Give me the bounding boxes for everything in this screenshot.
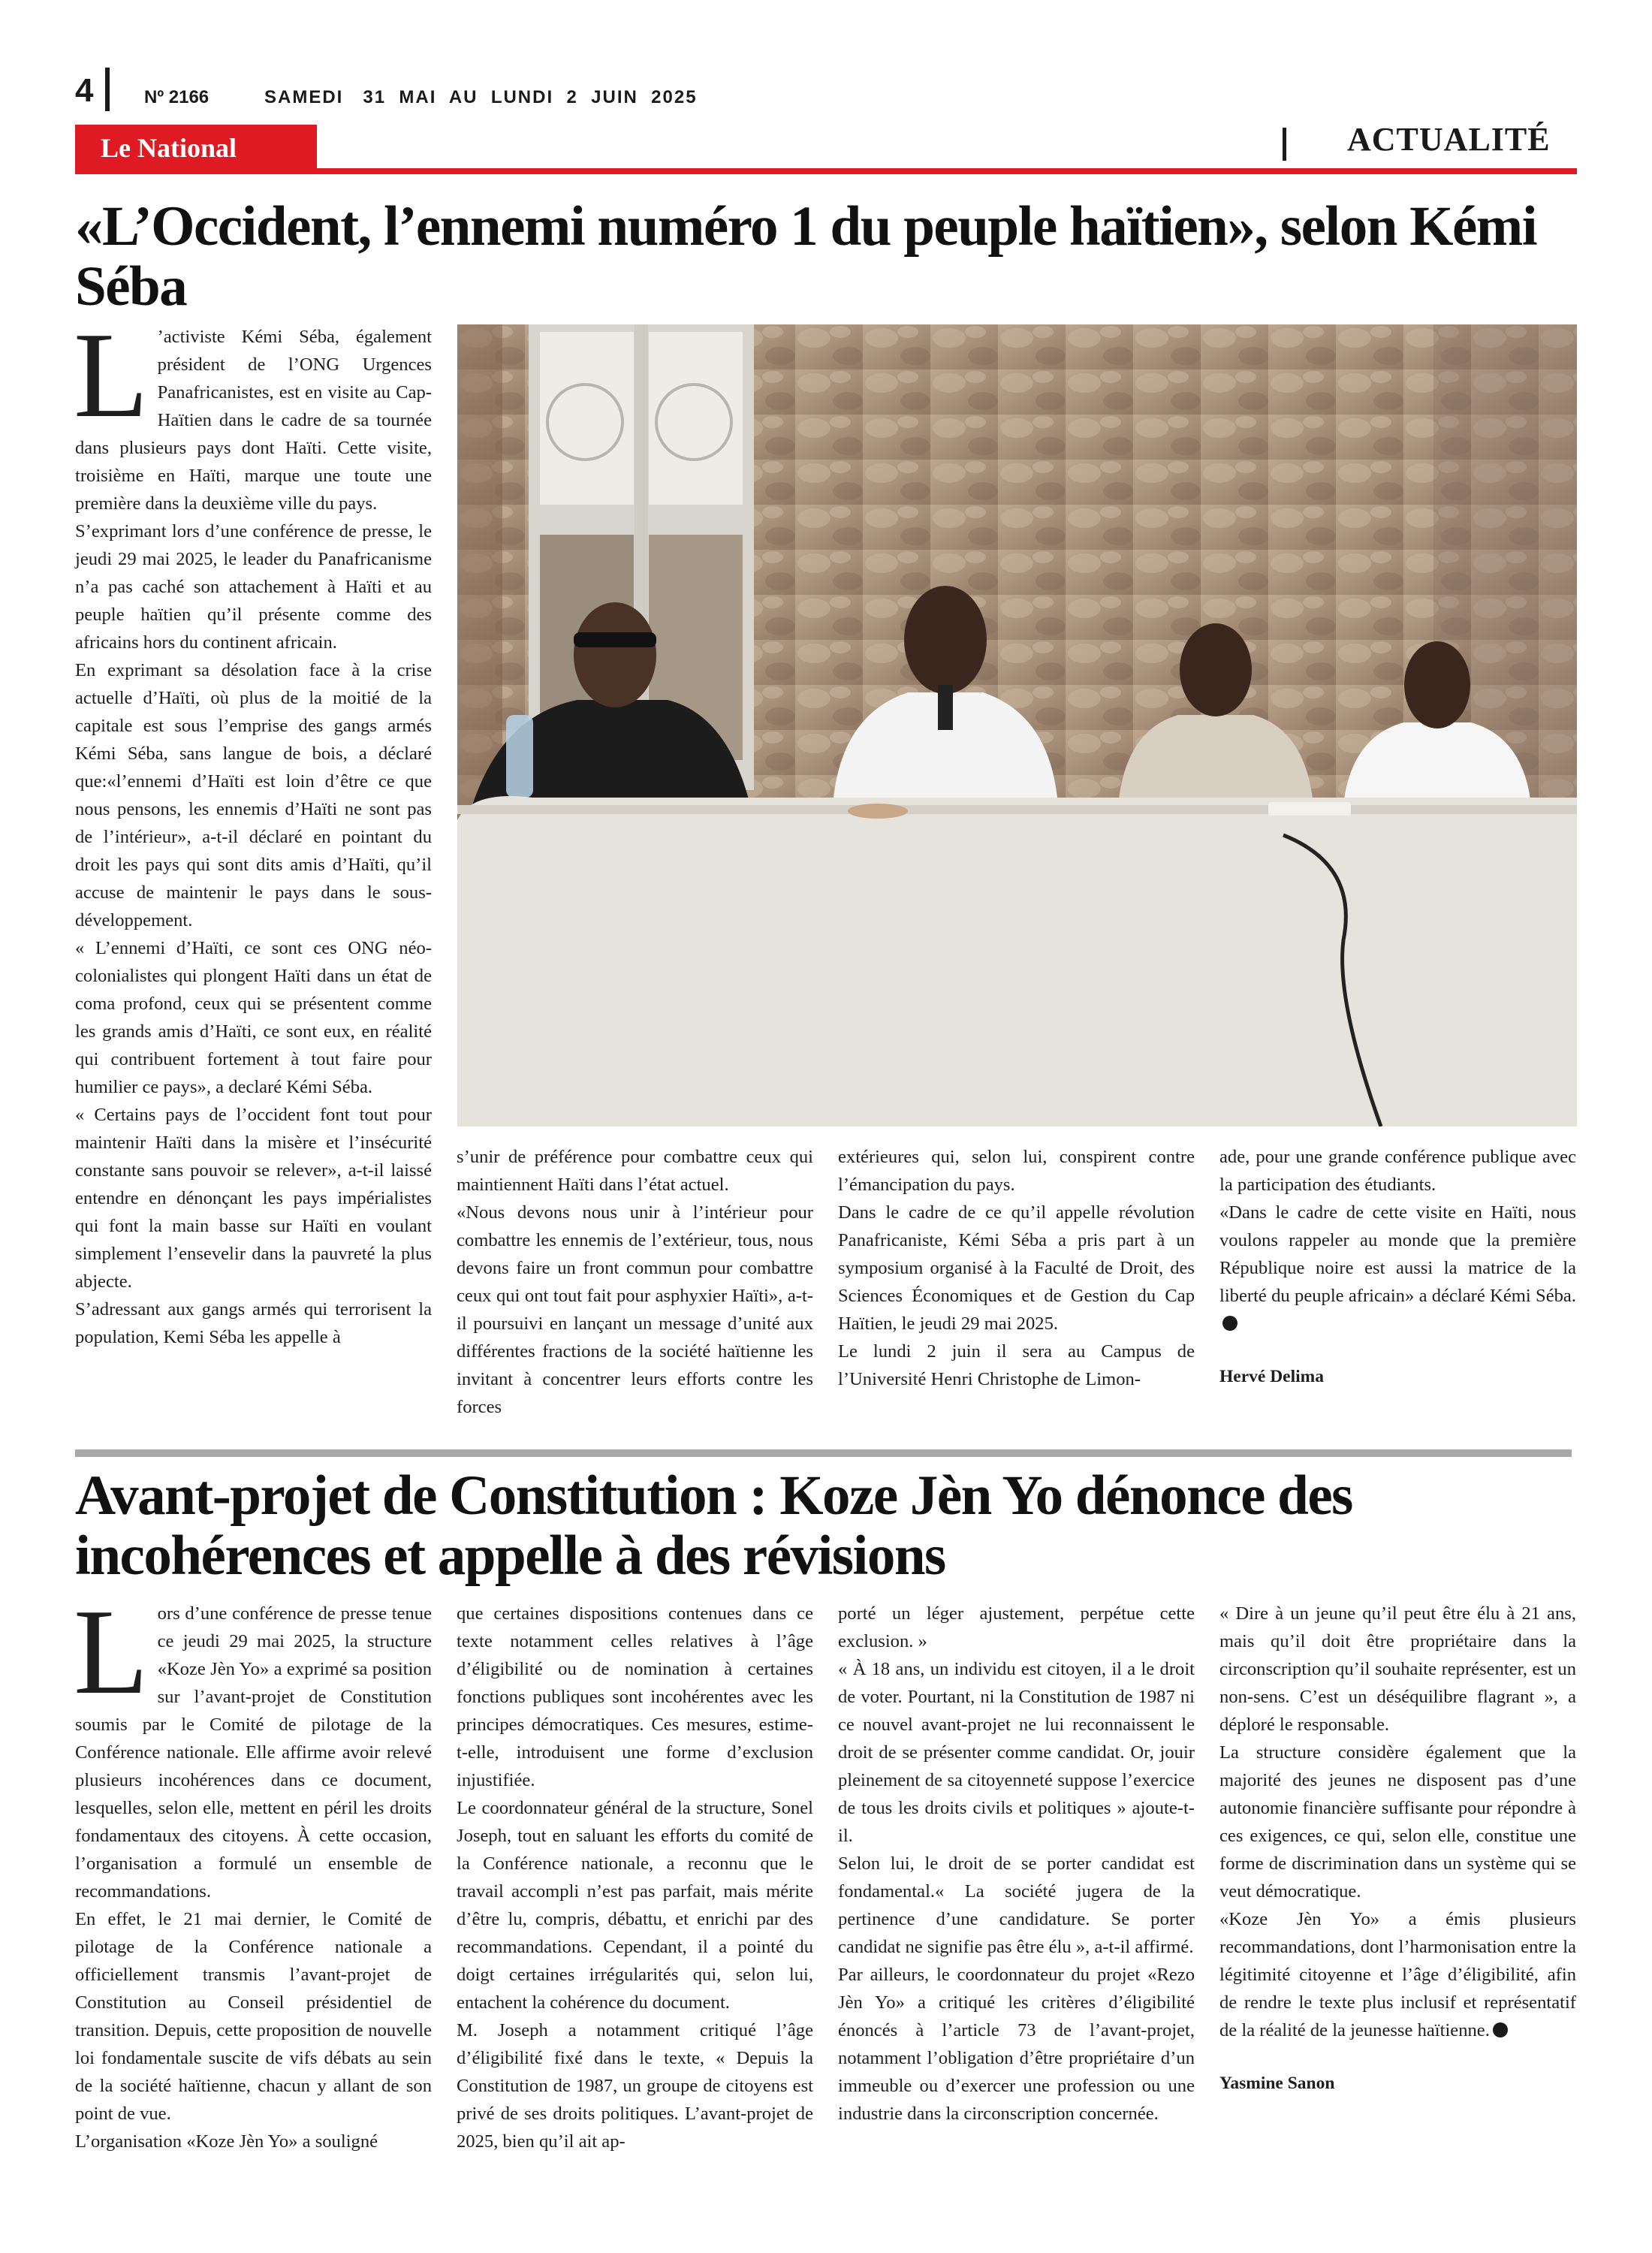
paragraph: En exprimant sa désolation face à la crise actuelle d’Haïti, où plus de la moitié de la capitale est sous l’emprise des gangs armés Kémi Séba, sans langue de bois, a déclaré que:«l’ennemi d’Haïti est loin d’être ce que nous pensons, les ennemis d’Haïti ne sont pas de l’intérieur», a-t-il déclaré en pointant du droit les pays qui sont dits amis d’Haïti, qu’il accuse de maintenir le pays dans le sous-développement. (75, 660, 432, 930)
paragraph: Dans le cadre de ce qu’il appelle révolution Panafricaniste, Kémi Séba a pris part à un symposium organisé à la Faculté de Droit, des Sciences Économiques et de Gestion du Cap Haïtien, le jeudi 29 mai 2025. (838, 1202, 1195, 1334)
paragraph: extérieures qui, selon lui, conspirent contre l’émancipation du pays. (838, 1147, 1195, 1195)
paragraph-text: «Koze Jèn Yo» a émis plusieurs recommandations, dont l’harmonisation entre la légitimité citoyenne et l’âge d’éligibilité, afin de rendre le texte plus inclusif et représentatif de la réalité de la jeunesse haïtienne. (1219, 1909, 1576, 2040)
end-mark-icon (1493, 2022, 1508, 2037)
paragraph: S’exprimant lors d’une conférence de presse, le jeudi 29 mai 2025, le leader du Panafricanisme n’a pas caché son attachement à Haïti et au peuple haïtien qu’il présente comme des africains hors du continent africain. (75, 521, 432, 653)
paragraph: que certaines dispositions contenues dans ce texte notamment celles relatives à l’âge d’éligibilité ou de nomination à certaines fonctions publiques sont incohérentes avec les principes démocratiques. Ces mesures, estime-t-elle, introduisent une forme d’exclusion injustifiée. (457, 1603, 813, 1790)
paragraph: Le coordonnateur général de la structure, Sonel Joseph, tout en saluant les efforts du comité de la Conférence nationale, a reconnu que le travail accompli n’est pas parfait, mais mérite d’être lu, compris, débattu, et enrichi par des recommandations. Cependant, il a pointé du doigt certaines irrégularités qui, selon lui, entachent la cohérence du document. (457, 1798, 813, 2013)
article1-column-3 (838, 1143, 1195, 1393)
article1-column-1 (74, 308, 432, 1351)
article2-column-3 (838, 1600, 1195, 2128)
paragraph: ’activiste Kémi Séba, également président de l’ONG Urgences Panafricanistes, est en visite au Cap-Haïtien dans le cadre de sa tournée dans plusieurs pays dont Haïti. Cette visite, troisième en Haïti, marque une toute une première dans la deuxième ville du pays. (75, 327, 432, 514)
paragraph (1219, 1199, 1576, 1338)
paragraph: ors d’une conférence de presse tenue ce jeudi 29 mai 2025, la structure «Koze Jèn Yo» a exprimé sa position sur l’avant-projet de Constitution soumis par le Comité de pilotage de la Conférence nationale. Elle affirme avoir relevé plusieurs incohérences dans ce document, lesquelles, selon elle, mettent en péril les droits fondamentaux des citoyens. À cette occasion, l’organisation a formulé un ensemble de recommandations. (75, 1603, 432, 1902)
end-mark-icon (1222, 1316, 1237, 1331)
paragraph (1219, 1905, 1576, 2044)
article-separator (75, 1449, 1572, 1457)
paragraph: La structure considère également que la majorité des jeunes ne disposent pas d’une autonomie financière suffisante pour répondre à ces exigences, ce qui, selon elle, constitue une forme de discrimination dans un système qui se veut démocratique. (1219, 1742, 1576, 1902)
press-conference-photo (457, 324, 1577, 1126)
paragraph: M. Joseph a notamment critiqué l’âge d’éligibilité fixé dans le texte, « Depuis la Constitution de 1987, un groupe de citoyens est privé de ses droits politiques. L’avant-projet de 2025, bien qu’il ait ap- (457, 2020, 813, 2152)
issue-date: SAMEDI 31 MAI AU LUNDI 2 JUIN 2025 (264, 87, 698, 107)
page-number: 4 (75, 72, 94, 109)
paragraph: porté un léger ajustement, perpétue cette exclusion. » (838, 1603, 1195, 1651)
brand-logo: Le National (101, 133, 237, 163)
paragraph: S’adressant aux gangs armés qui terrorisent la population, Kemi Séba les appelle à (75, 1299, 432, 1347)
dropcap: L (74, 1585, 149, 1720)
paragraph: « L’ennemi d’Haïti, ce sont ces ONG néo-colonialistes qui plongent Haïti dans un état de coma profond, ceux qui se présentent comme les grands amis d’Haïti, ce sont eux, en réalité qui contribuent fortement à tout faire pour humilier ce pays», a declaré Kémi Séba. (75, 938, 432, 1097)
paragraph: «Nous devons nous unir à l’intérieur pour combattre les ennemis de l’extérieur, tous, nous devons faire un front commun pour combattre ceux qui ont tout fait pour asphyxier Haïti», a-t-il poursuivi en lançant un message d’unité aux différentes fractions de la société haïtienne les invitant à concentrer leurs efforts contre les forces (457, 1202, 813, 1417)
paragraph: « Dire à un jeune qu’il peut être élu à 21 ans, mais qu’il doit être propriétaire dans la circonscription qu’il souhaite représenter, est un non-sens. C’est un déséquilibre flagrant », a déploré le responsable. (1219, 1603, 1576, 1735)
issue-number: Nº 2166 (144, 87, 210, 107)
header-divider (105, 68, 110, 111)
article2-headline: Avant-projet de Constitution : Koze Jèn Yo dénonce des incohérences et appelle à des révisions (75, 1464, 1352, 1587)
paragraph: Selon lui, le droit de se porter candidat est fondamental.« La société jugera de la pertinence d’une candidature. Se porter candidat ne signifie pas être élu », a-t-il affirmé. (838, 1853, 1195, 1957)
paragraph: « À 18 ans, un individu est citoyen, il a le droit de voter. Pourtant, ni la Constitution de 1987 ni ce nouvel avant-projet ne lui reconnaissent le droit de se présenter comme candidat. Or, jouir pleinement de sa citoyenneté suppose l’exercice de tous les droits civils et politiques » ajoute-t-il. (838, 1659, 1195, 1846)
article2-column-1 (74, 1585, 432, 2155)
paragraph: L’organisation «Koze Jèn Yo» a souligné (75, 2131, 378, 2152)
paragraph: s’unir de préférence pour combattre ceux qui maintiennent Haïti dans l’état actuel. (457, 1147, 813, 1195)
paragraph: « Certains pays de l’occident font tout pour maintenir Haïti dans la misère et l’insécurité constante sans pouvoir se relever», a-t-il laissé entendre en dénonçant les pays impérialistes qui font la main basse sur Haïti en voulant simplement l’ensevelir dans la pauvreté la plus abjecte. (75, 1105, 432, 1292)
paragraph: ade, pour une grande conférence publique avec la participation des étudiants. (1219, 1147, 1576, 1195)
paragraph: Le lundi 2 juin il sera au Campus de l’Université Henri Christophe de Limon- (838, 1341, 1195, 1389)
article1-headline: «L’Occident, l’ennemi numéro 1 du peuple haïtien», selon Kémi Séba (75, 195, 1537, 318)
article2-column-2 (457, 1600, 813, 2155)
article1-column-2 (457, 1143, 813, 1421)
author-byline: Hervé Delima (1219, 1367, 1324, 1386)
section-label: ACTUALITÉ (1347, 121, 1551, 158)
article1-column-4 (1219, 1143, 1576, 1391)
paragraph-text: «Dans le cadre de cette visite en Haïti, nous voulons rappeler au monde que la première République noire est aussi la matrice de la liberté du peuple africain» a déclaré Kémi Séba. (1219, 1202, 1576, 1306)
article2-column-4 (1219, 1600, 1576, 2098)
header-rule (75, 168, 1577, 174)
paragraph: Par ailleurs, le coordonnateur du projet «Rezo Jèn Yo» a critiqué les critères d’éligibilité énoncés à l’article 73 de l’avant-projet, notamment l’obligation d’être propriétaire d’un immeuble ou d’exercer une profession ou une industrie dans la circonscription concernée. (838, 1965, 1195, 2124)
section-divider (1283, 128, 1286, 161)
dropcap: L (74, 308, 149, 443)
author-byline: Yasmine Sanon (1219, 2074, 1335, 2093)
paragraph: En effet, le 21 mai dernier, le Comité de pilotage de la Conférence nationale a officiellement transmis l’avant-projet de Constitution au Conseil présidentiel de transition. Depuis, cette proposition de nouvelle loi fondamentale suscite de vifs débats au sein de la société haïtienne, chacun y allant de son point de vue. (75, 1909, 432, 2124)
